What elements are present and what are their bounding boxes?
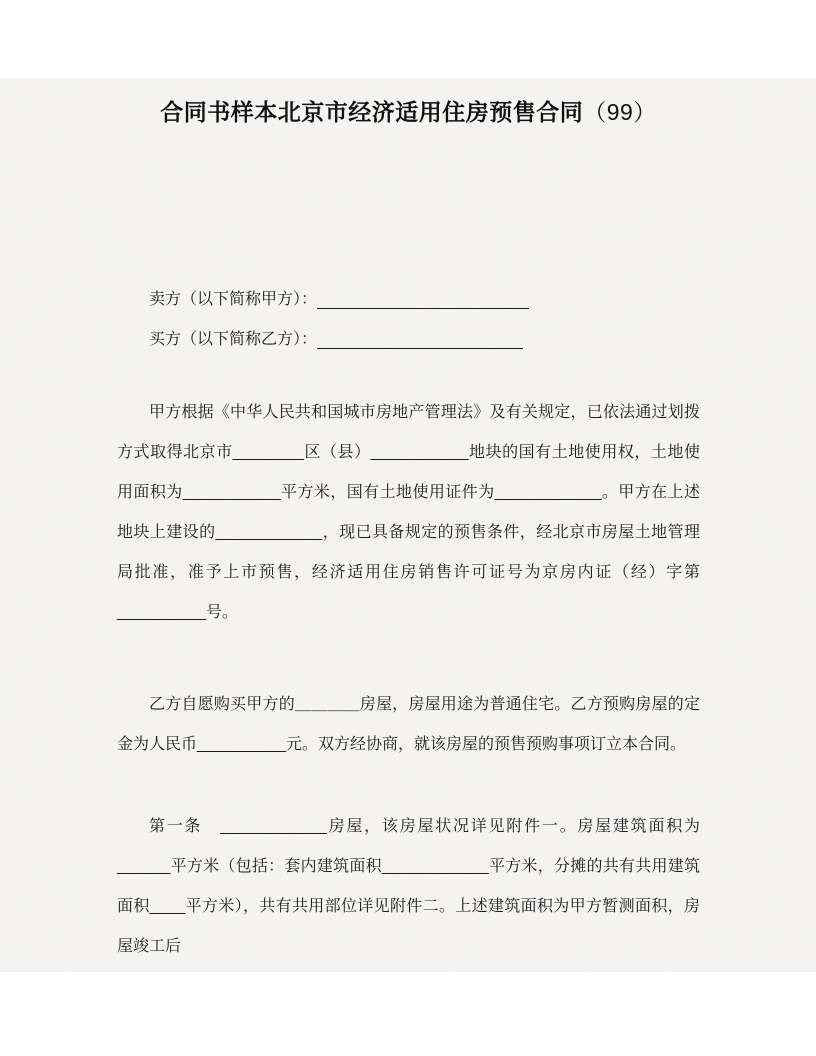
seller-name-blank: [317, 290, 529, 309]
document-body: [117, 0, 700, 967]
paragraph-article-1: 第一条 ____________房屋，该房屋状况详见附件一。房屋建筑面积为______平方米（包括：套内建筑面积____________平方米，分摊的共有共用建筑面积____平方米），共有共用部位详见附件二。上述建筑面积为甲方暂测面积，房屋竣工后: [117, 818, 700, 955]
seller-label: 卖方（以下简称甲方）：: [149, 291, 318, 308]
paragraph-purchase-intent: 乙方自愿购买甲方的＿＿＿＿房屋，房屋用途为普通住宅。乙方预购房屋的定金为人民币__________元。双方经协商，就该房屋的预售预购事项订立本合同。: [117, 696, 700, 753]
document-title-main: 合同书样本北京市经济适用住房预售合同: [160, 99, 584, 125]
parties-block: [117, 280, 700, 360]
document-title-suffix: （99）: [583, 99, 657, 125]
buyer-row: [117, 320, 700, 360]
paragraph-land-use: 甲方根据《中华人民共和国城市房地产管理法》及有关规定，已依法通过划拨方式取得北京市________区（县）___________地块的国有土地使用权，土地使用面积为___________平方米，国有土地使用证件为____________。甲方在上述地块上建设的____________，现已具备规定的预售条件，经北京市房屋土地管理局批准，准予上市预售，经济适用住房销售许可证号为京房内证（经）字第__________号。: [117, 404, 700, 621]
document-title: [117, 97, 700, 127]
buyer-name-blank: [317, 330, 523, 349]
seller-row: [117, 280, 700, 320]
buyer-label: 买方（以下简称乙方）：: [149, 331, 318, 348]
